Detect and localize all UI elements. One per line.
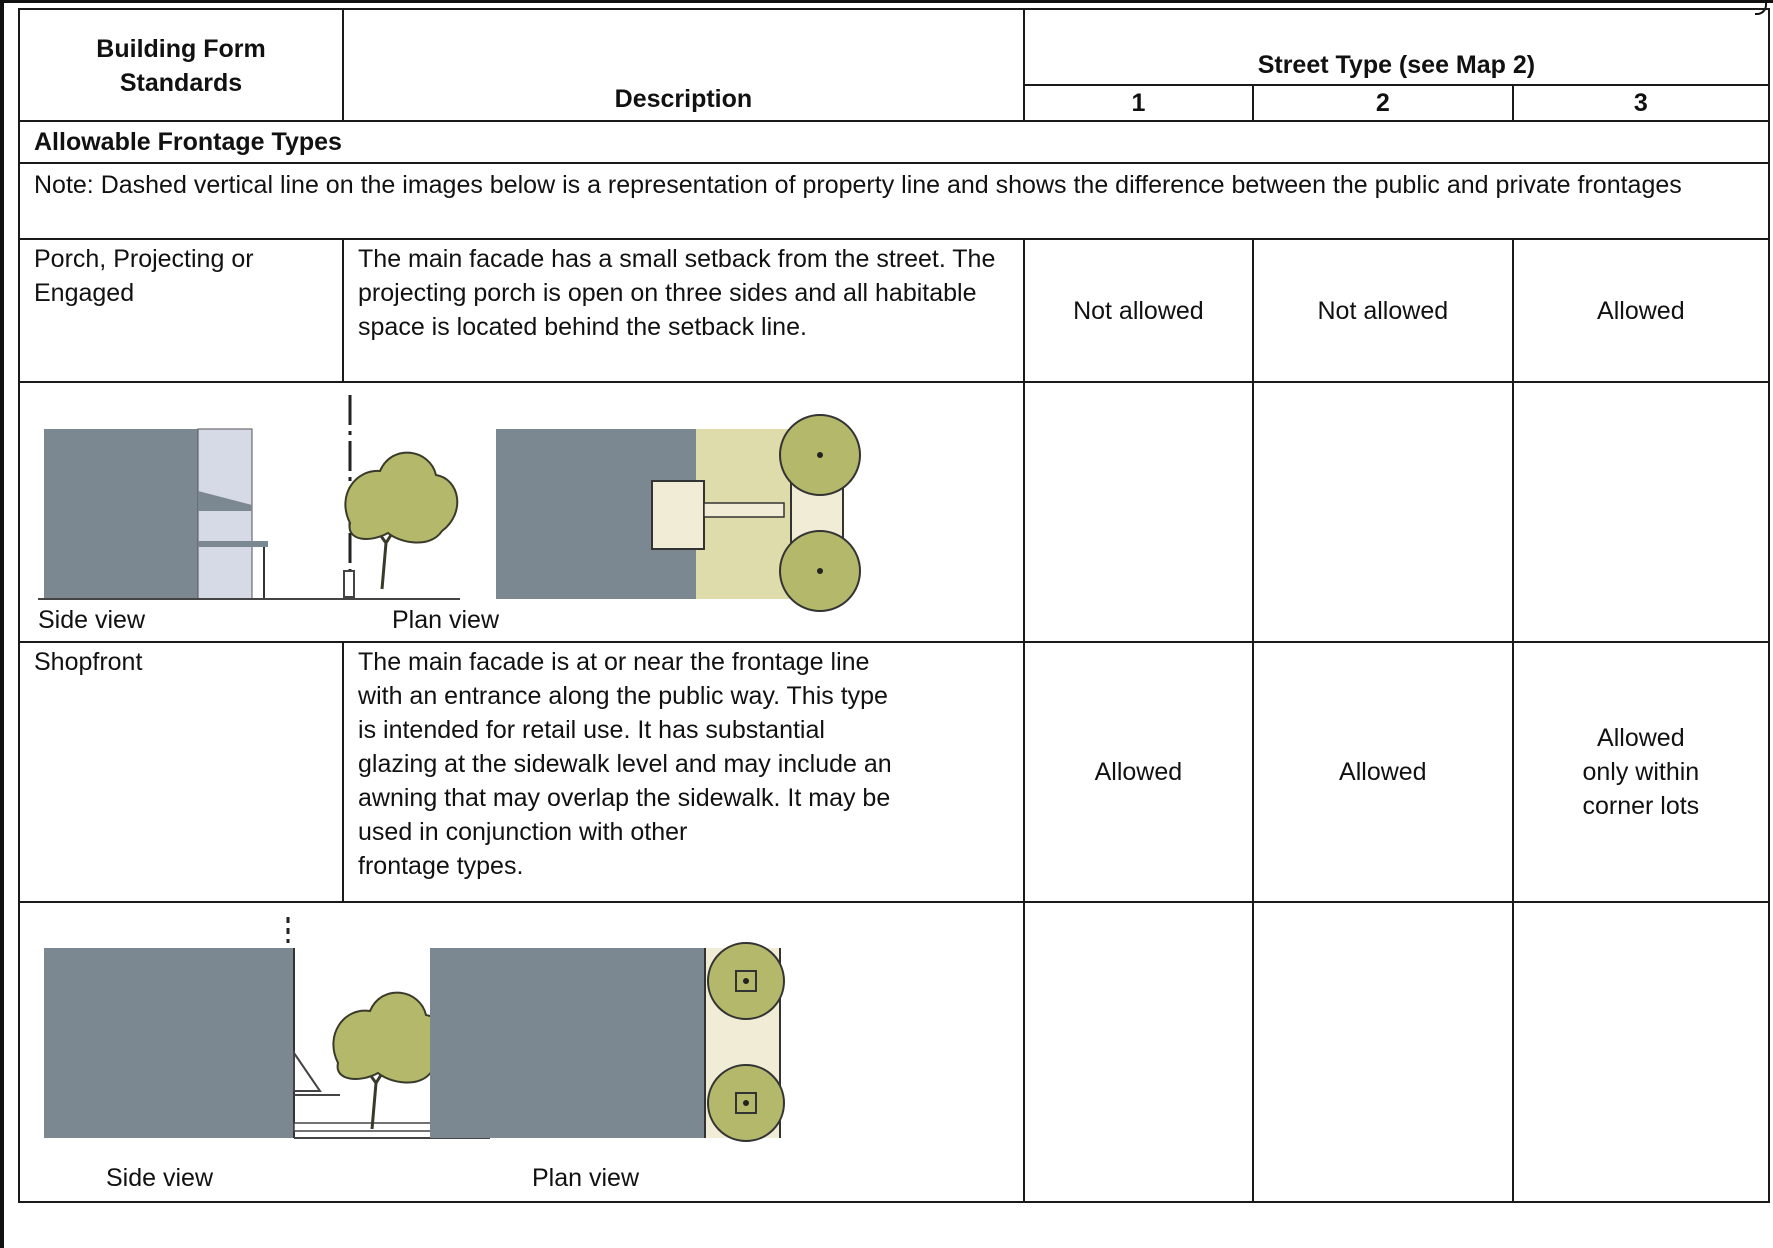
shopfront-side-view-caption: Side view <box>106 1164 213 1192</box>
shopfront-illustration-cell <box>19 902 1024 1202</box>
shopfront-desc-line-7: frontage types. <box>358 852 524 880</box>
table-row <box>19 239 1769 382</box>
shopfront-illustration-empty-1 <box>1024 902 1253 1202</box>
porch-illustration-cell <box>19 382 1024 642</box>
shopfront-illustration-empty-3 <box>1513 902 1769 1202</box>
header-street-2: 2 <box>1253 85 1513 121</box>
porch-street-1-value: Not allowed <box>1024 239 1253 382</box>
illustration-row <box>19 902 1769 1202</box>
shopfront-illustration-empty-2 <box>1253 902 1513 1202</box>
shopfront-plan-view-caption: Plan view <box>532 1164 639 1192</box>
porch-street-2-value: Not allowed <box>1253 239 1513 382</box>
shopfront-street-2-value: Allowed <box>1253 642 1513 902</box>
row-label-porch-line1: Porch, Projecting or <box>34 245 254 273</box>
shopfront-desc-line-1: The main facade is at or near the frontage line <box>358 648 870 676</box>
shopfront-diagram <box>20 903 910 1203</box>
header-street-3: 3 <box>1513 85 1769 121</box>
shopfront-desc-line-4: glazing at the sidewalk level and may include an <box>358 750 892 778</box>
row-label-porch-line2: Engaged <box>34 279 135 307</box>
shopfront-desc-line-6: used in conjunction with other <box>358 818 688 846</box>
header-street-1: 1 <box>1024 85 1253 121</box>
shopfront-street-3-line3: corner lots <box>1582 792 1700 820</box>
section-title: Allowable Frontage Types <box>19 121 1769 163</box>
shopfront-desc-line-5: awning that may overlap the sidewalk. It may be <box>358 784 891 812</box>
row-description-porch: The main facade has a small setback from the street. The projecting porch is open on three sides and all habitable space is located behind the setback line. <box>343 239 1024 382</box>
note-text: Note: Dashed vertical line on the images below is a representation of property line and shows the difference between the public and private frontages <box>19 163 1769 239</box>
header-street-type: Street Type (see Map 2) <box>1024 9 1769 85</box>
building-form-standards-table <box>18 8 1770 1203</box>
shopfront-street-1-value: Allowed <box>1024 642 1253 902</box>
page-edge-top <box>0 0 1773 3</box>
porch-plan-view-drawing <box>496 415 860 611</box>
shopfront-street-3-line2: only within <box>1582 758 1700 786</box>
porch-illustration-empty-3 <box>1513 382 1769 642</box>
page-edge-left <box>0 0 4 1248</box>
shopfront-street-3-value <box>1513 642 1769 902</box>
row-label-shopfront: Shopfront <box>19 642 343 902</box>
header-building-form-standards <box>19 9 343 121</box>
porch-plan-view-caption: Plan view <box>392 606 499 634</box>
note-row <box>19 163 1769 239</box>
shopfront-plan-view-drawing <box>430 943 784 1141</box>
header-description: Description <box>343 9 1024 121</box>
header-title-line2: Standards <box>119 69 243 97</box>
porch-street-3-value: Allowed <box>1513 239 1769 382</box>
table-header-row <box>19 9 1769 85</box>
shopfront-desc-line-2: with an entrance along the public way. This type <box>358 682 888 710</box>
shopfront-street-3-line1: Allowed <box>1597 724 1685 752</box>
illustration-row <box>19 382 1769 642</box>
porch-illustration-empty-2 <box>1253 382 1513 642</box>
porch-illustration-empty-1 <box>1024 382 1253 642</box>
porch-diagram <box>20 383 910 641</box>
table-row <box>19 642 1769 902</box>
row-label-porch <box>19 239 343 382</box>
porch-side-view-caption: Side view <box>38 606 145 634</box>
porch-side-view-drawing <box>38 395 460 599</box>
shopfront-desc-line-3: is intended for retail use. It has substantial <box>358 716 825 744</box>
row-description-shopfront <box>343 642 1024 902</box>
header-title-line1: Building Form <box>96 35 266 63</box>
shopfront-side-view-drawing <box>44 917 490 1138</box>
section-title-row <box>19 121 1769 163</box>
